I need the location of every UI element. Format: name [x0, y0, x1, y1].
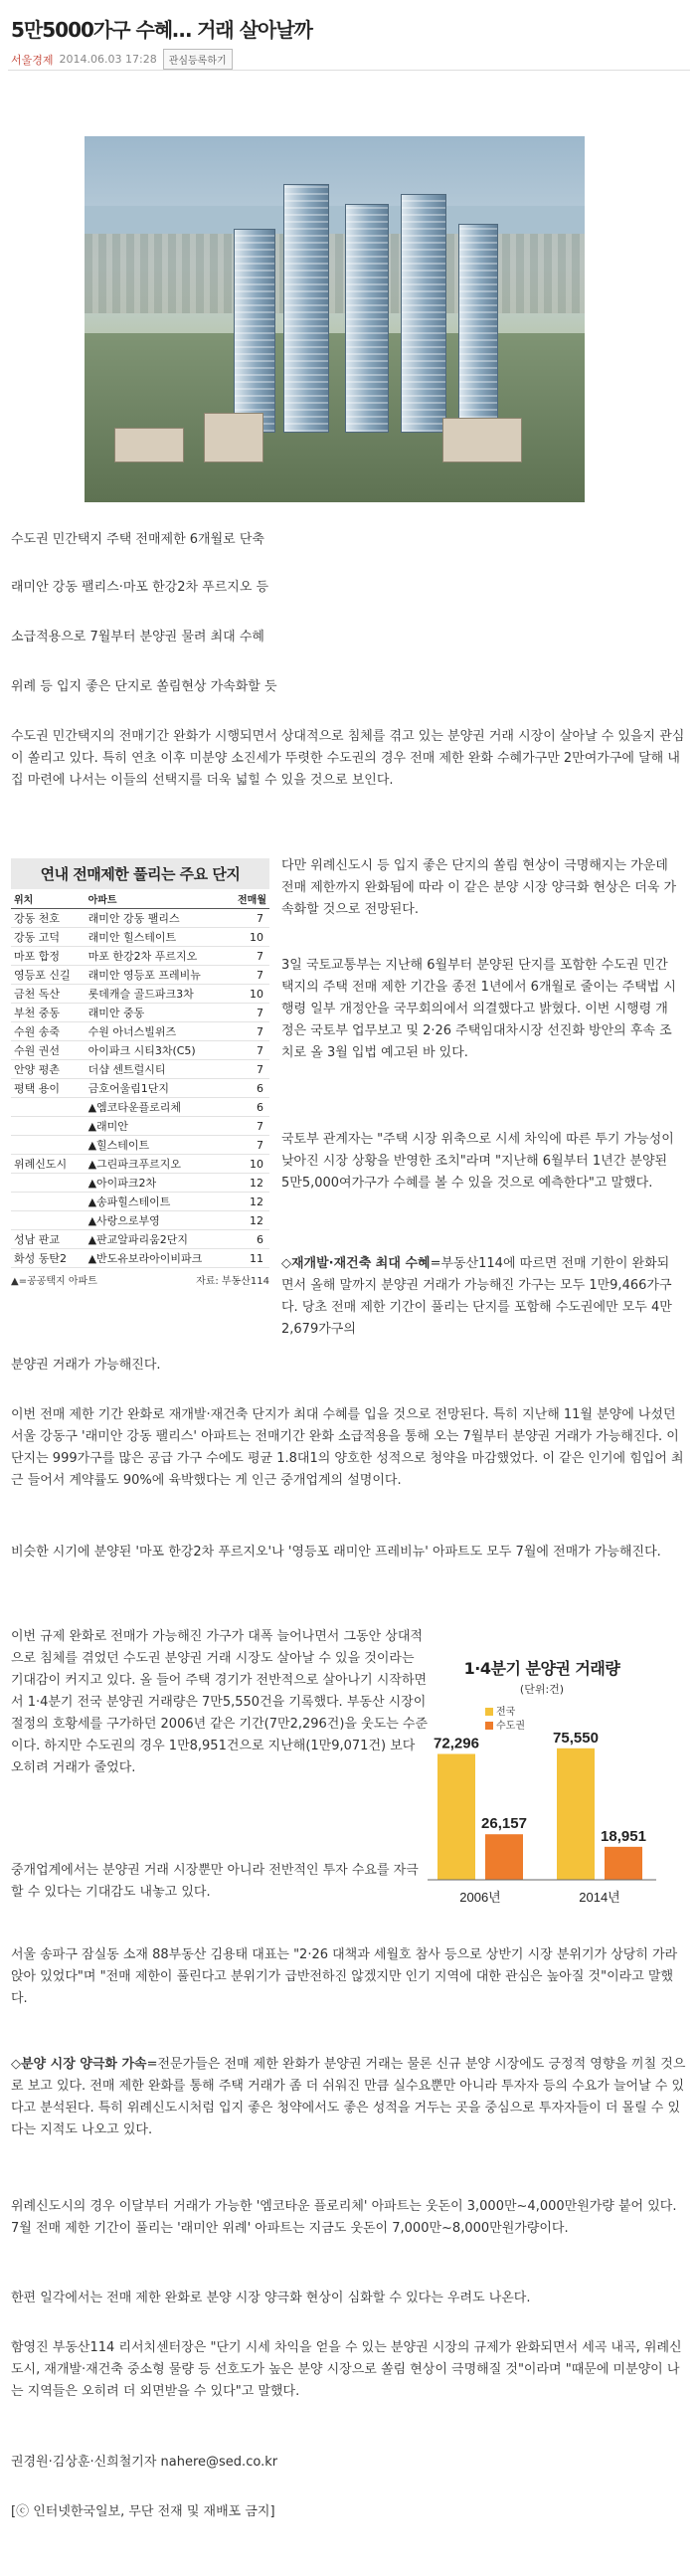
cell-month: 7: [228, 966, 269, 985]
complex-table: [11, 858, 269, 1287]
cell-month: 7: [228, 1060, 269, 1079]
cell-month: 7: [228, 1136, 269, 1155]
paragraph-text: =전문가들은 전매 제한 완화가 분양권 거래는 물론 신규 분양 시장에도 긍정적 영향을 끼칠 것으로 보고 있다. 전매 제한 완화를 통해 주택 거래가 좀 더 쉬워진 만큼 실수요뿐만 아니라 투자자 등의 수요가 늘어날 수 있다고 분석된다. 특히 위례신도시처럼 입지 좋은 청약에서도 좋은 성적을 거두는 곳을 중심으로 투자자들이 더 몰릴 수 있다는 지적도 나오고 있다.: [11, 2057, 686, 2137]
cell-location: 마포 합정: [11, 947, 86, 966]
cell-location: [11, 1136, 86, 1155]
paragraph: 비슷한 시기에 분양된 '마포 한강2차 푸르지오'나 '영등포 래미안 프레비뉴' 아파트도 모두 7월에 전매가 가능해진다.: [11, 1545, 661, 1560]
cell-location: 영등포 신길: [11, 966, 86, 985]
cell-apartment: ▲래미안: [86, 1117, 229, 1136]
table-row: [11, 1155, 269, 1174]
bar-수도권-2006년: [485, 1834, 523, 1880]
bar-수도권-2014년: [605, 1847, 642, 1880]
hero-image-apartment-complex: [85, 136, 585, 502]
cell-apartment: 래미안 중동: [86, 1004, 229, 1022]
paragraph: 위례신도시의 경우 이달부터 거래가 가능한 '엠코타운 플로리체' 아파트는 웃돈이 3,000만~4,000만원가량 붙어 있다. 7월 전매 제한 기간이 풀리는 '래미안 위례' 아파트는 지금도 웃돈이 7,000만~8,000만원가량이다.: [11, 2199, 677, 2236]
cell-apartment: 래미안 강동 팰리스: [86, 909, 229, 928]
cell-month: 12: [228, 1211, 269, 1230]
cell-apartment: ▲송파힐스테이트: [86, 1193, 229, 1211]
table-row: [11, 1193, 269, 1211]
bar-전국-2014년: [557, 1748, 595, 1880]
table-row: [11, 1079, 269, 1098]
paragraph: 분양권 거래가 가능해진다.: [11, 1358, 161, 1373]
article-source[interactable]: 서울경제: [11, 53, 54, 67]
bar-value-label: 18,951: [601, 1827, 646, 1845]
summary-line-4: 위례 등 입지 좋은 단지로 쏠림현상 가속화할 듯: [11, 679, 277, 694]
cell-month: 6: [228, 1079, 269, 1098]
cell-location: [11, 1117, 86, 1136]
table-row: [11, 909, 269, 928]
cell-apartment: 마포 한강2차 푸르지오: [86, 947, 229, 966]
cell-location: 부천 중동: [11, 1004, 86, 1022]
paragraph: 국토부 관계자는 "주택 시장 위축으로 시세 차익에 따른 투기 가능성이 낮아진 시장 상황을 반영한 조치"라며 "지난해 6월부터 1년간 분양된 5만5,000여가구가 수혜를 볼 수 있을 것으로 예측한다"고 말했다.: [281, 1132, 674, 1191]
cell-month: 7: [228, 1041, 269, 1060]
paragraph: [281, 1253, 679, 1341]
bar-value-label: 26,157: [481, 1815, 527, 1833]
paragraph: 한편 일각에서는 전매 제한 완화로 분양 시장 양극화 현상이 심화할 수 있다는 우려도 나온다.: [11, 2291, 531, 2305]
cell-month: 7: [228, 1004, 269, 1022]
cell-location: 수원 권선: [11, 1041, 86, 1060]
bar-전국-2006년: [437, 1753, 475, 1880]
article-date: 2014.06.03 17:28: [59, 53, 157, 66]
cell-month: 10: [228, 985, 269, 1004]
x-tick-label: 2006년: [459, 1890, 501, 1905]
table-header: 위치: [11, 889, 86, 909]
cell-location: [11, 1174, 86, 1193]
paragraph: 3일 국토교통부는 지난해 6월부터 분양된 단지를 포함한 수도권 민간택지의 주택 전매 제한 기간을 종전 1년에서 6개월로 줄이는 주택법 시행령 일부 개정안을 국무회의에서 의결했다고 밝혔다. 이번 시행령 개정은 국토부 업무보고 및 2·26 주택임대차시장 선진화 방안의 후속 조치로 올 3월 입법 예고된 바 있다.: [281, 958, 676, 1060]
cell-month: 11: [228, 1249, 269, 1268]
cell-month: 7: [228, 1117, 269, 1136]
cell-apartment: ▲아이파크2차: [86, 1174, 229, 1193]
cell-apartment: 롯데캐슬 골드파크3차: [86, 985, 229, 1004]
cell-location: 안양 평촌: [11, 1060, 86, 1079]
table-row: [11, 966, 269, 985]
paragraph: 이번 규제 완화로 전매가 가능해진 가구가 대폭 늘어나면서 그동안 상대적으로 침체를 겪었던 수도권 분양권 거래 시장도 살아날 수 있을 것이라는 기대감이 커지고 있다. 올 들어 주택 경기가 전반적으로 살아나기 시작하면서 1·4분기 전국 분양권 거래량은 7만5,550건을 기록했다. 부동산 시장이 절정의 호황세를 구가하던 2006년 같은 기간(7만2,296건)을 웃도는 수준이다. 하지만 수도권의 경우 1만8,951건으로 지난해(1만9,071건) 보다 오히려 거래가 줄었다.: [11, 1629, 429, 1775]
table-header: 전매월: [228, 889, 269, 909]
paragraph: [11, 2054, 687, 2141]
summary-line-3: 소급적용으로 7월부터 분양권 물려 최대 수혜: [11, 630, 264, 644]
paragraph: 다만 위례신도시 등 입지 좋은 단지의 쏠림 현상이 극명해지는 가운데 전매 제한까지 완화됨에 따라 이 같은 분양 시장 양극화 현상은 더욱 가속화할 것으로 전망된다.: [281, 858, 677, 917]
table-source: 자료: 부동산114: [196, 1276, 269, 1287]
table-row: [11, 928, 269, 947]
table-row: [11, 1060, 269, 1079]
paragraph: 수도권 민간택지의 전매기간 완화가 시행되면서 상대적으로 침체를 겪고 있는 분양권 거래 시장이 살아날 수 있을지 관심이 쏠리고 있다. 특히 연초 이후 미분양 소진세가 뚜렷한 수도권의 경우 전매 제한 완화 수혜가구만 2만여가구에 달해 내 집 마련에 나서는 이들의 선택지를 더욱 넓힐 수 있을 것으로 보인다.: [11, 729, 685, 788]
trade-volume-chart: [408, 1656, 676, 1915]
table-row: [11, 985, 269, 1004]
cell-location: [11, 1193, 86, 1211]
paragraph: 함영진 부동산114 리서치센터장은 "단기 시세 차익을 얻을 수 있는 분양권 시장의 규제가 완화되면서 세곡 내곡, 위례신도시, 재개발·재건축 중소형 물량 등 선호도가 높은 분양 시장으로 쏠림 현상이 극명해질 것"이라며 "때문에 미분양이 나는 지역들은 오히려 더 외면받을 수 있다"고 말했다.: [11, 2340, 682, 2399]
cell-month: 6: [228, 1230, 269, 1249]
cell-location: [11, 1098, 86, 1117]
cell-apartment: ▲사랑으로부영: [86, 1211, 229, 1230]
cell-location: 위례신도시: [11, 1155, 86, 1174]
legend-label: 전국: [496, 1707, 516, 1718]
cell-month: 7: [228, 947, 269, 966]
cell-apartment: 더샵 센트럴시티: [86, 1060, 229, 1079]
cell-month: 12: [228, 1193, 269, 1211]
table-row: [11, 1004, 269, 1022]
cell-apartment: ▲그린파크푸르지오: [86, 1155, 229, 1174]
cell-location: 화성 동탄2: [11, 1249, 86, 1268]
table-title: 연내 전매제한 풀리는 주요 단지: [11, 858, 269, 889]
table-row: [11, 1136, 269, 1155]
paragraph-text: =부동산114에 따르면 전매 기한이 완화되면서 올해 말까지 분양권 거래가 가능해진 가구는 모두 1만9,466가구다. 당초 전매 제한 기간이 풀리는 단지를 포함해 수도권에만 모두 4만2,679가구의: [281, 1256, 672, 1337]
cell-month: 10: [228, 1155, 269, 1174]
chart-unit: (단위:건): [519, 1683, 565, 1696]
cell-apartment: ▲엠코타운플로리체: [86, 1098, 229, 1117]
chart-title: 1·4분기 분양권 거래량: [463, 1659, 620, 1678]
cell-month: 7: [228, 909, 269, 928]
table-header: 아파트: [86, 889, 229, 909]
cell-apartment: 수원 아너스빌위즈: [86, 1022, 229, 1041]
byline: 권경원·김상훈·신희철기자 nahere@sed.co.kr: [11, 2455, 278, 2470]
cell-month: 10: [228, 928, 269, 947]
table-row: [11, 947, 269, 966]
table-note: ▲=공공택지 아파트: [11, 1276, 97, 1287]
table-row: [11, 1041, 269, 1060]
subheading: ◇분양 시장 양극화 가속: [11, 2057, 147, 2072]
table-row: [11, 1249, 269, 1268]
copyright: [ⓒ 인터넷한국일보, 무단 전재 및 재배포 금지]: [11, 2504, 275, 2519]
cell-location: 수원 송죽: [11, 1022, 86, 1041]
cell-apartment: ▲판교알파리움2단지: [86, 1230, 229, 1249]
cell-location: 평택 용이: [11, 1079, 86, 1098]
table-body: [11, 889, 269, 1268]
table-row: [11, 1117, 269, 1136]
cell-location: 금천 독산: [11, 985, 86, 1004]
article-title: 5만5000가구 수혜… 거래 살아날까: [11, 18, 312, 42]
cell-apartment: 아이파크 시티3차(C5): [86, 1041, 229, 1060]
table-row: [11, 1230, 269, 1249]
cell-apartment: ▲힐스테이트: [86, 1136, 229, 1155]
paragraph: 중개업계에서는 분양권 거래 시장뿐만 아니라 전반적인 투자 수요를 자극할 수 있다는 기대감도 내놓고 있다.: [11, 1863, 419, 1900]
title-divider: [8, 70, 690, 71]
cell-month: 6: [228, 1098, 269, 1117]
cell-month: 12: [228, 1174, 269, 1193]
cell-month: 7: [228, 1022, 269, 1041]
cell-apartment: 래미안 힐스테이트: [86, 928, 229, 947]
table-row: [11, 1098, 269, 1117]
cell-location: 강동 천호: [11, 909, 86, 928]
x-tick-label: 2014년: [579, 1890, 620, 1905]
cell-location: 강동 고덕: [11, 928, 86, 947]
table-row: [11, 1174, 269, 1193]
favorite-button[interactable]: 관심등록하기: [163, 49, 233, 70]
table-row: [11, 1211, 269, 1230]
table-row: [11, 1022, 269, 1041]
summary-line-2: 래미안 강동 팰리스·마포 한강2차 푸르지오 등: [11, 580, 269, 595]
paragraph: 서울 송파구 잠실동 소재 88부동산 김용태 대표는 "2·26 대책과 세월호 참사 등으로 상반기 시장 분위기가 상당히 가라앉아 있었다"며 "전매 제한이 풀린다고 분위기가 급반전하진 않겠지만 인기 지역에 대한 관심은 높아질 것"이라고 말했다.: [11, 1947, 678, 2006]
cell-location: [11, 1211, 86, 1230]
bar-value-label: 72,296: [434, 1735, 479, 1752]
cell-apartment: 래미안 영등포 프레비뉴: [86, 966, 229, 985]
summary-line-1: 수도권 민간택지 주택 전매제한 6개월로 단축: [11, 532, 264, 547]
subheading: ◇재개발·재건축 최대 수혜: [281, 1256, 431, 1271]
cell-apartment: 금호어울림1단지: [86, 1079, 229, 1098]
cell-apartment: ▲반도유보라아이비파크: [86, 1249, 229, 1268]
cell-location: 성남 판교: [11, 1230, 86, 1249]
bar-value-label: 75,550: [553, 1729, 599, 1747]
paragraph: 이번 전매 제한 기간 완화로 재개발·재건축 단지가 최대 수혜를 입을 것으로 전망된다. 특히 지난해 11월 분양에 나섰던 서울 강동구 '래미안 강동 팰리스' 아파트는 전매기간 완화 소급적용을 통해 오는 7월부터 분양권 거래가 가능해진다. 이 단지는 999가구를 많은 공급 가구 수에도 평균 1.8대1의 양호한 성적으로 청약을 마감했었다. 이 같은 인기에 힘입어 최근 들어서 계약률도 90%에 육박했다는 게 인근 중개업계의 설명이다.: [11, 1407, 684, 1488]
article-meta: [11, 49, 233, 70]
legend-label: 수도권: [496, 1721, 525, 1732]
chart-plot: [408, 1656, 676, 1915]
